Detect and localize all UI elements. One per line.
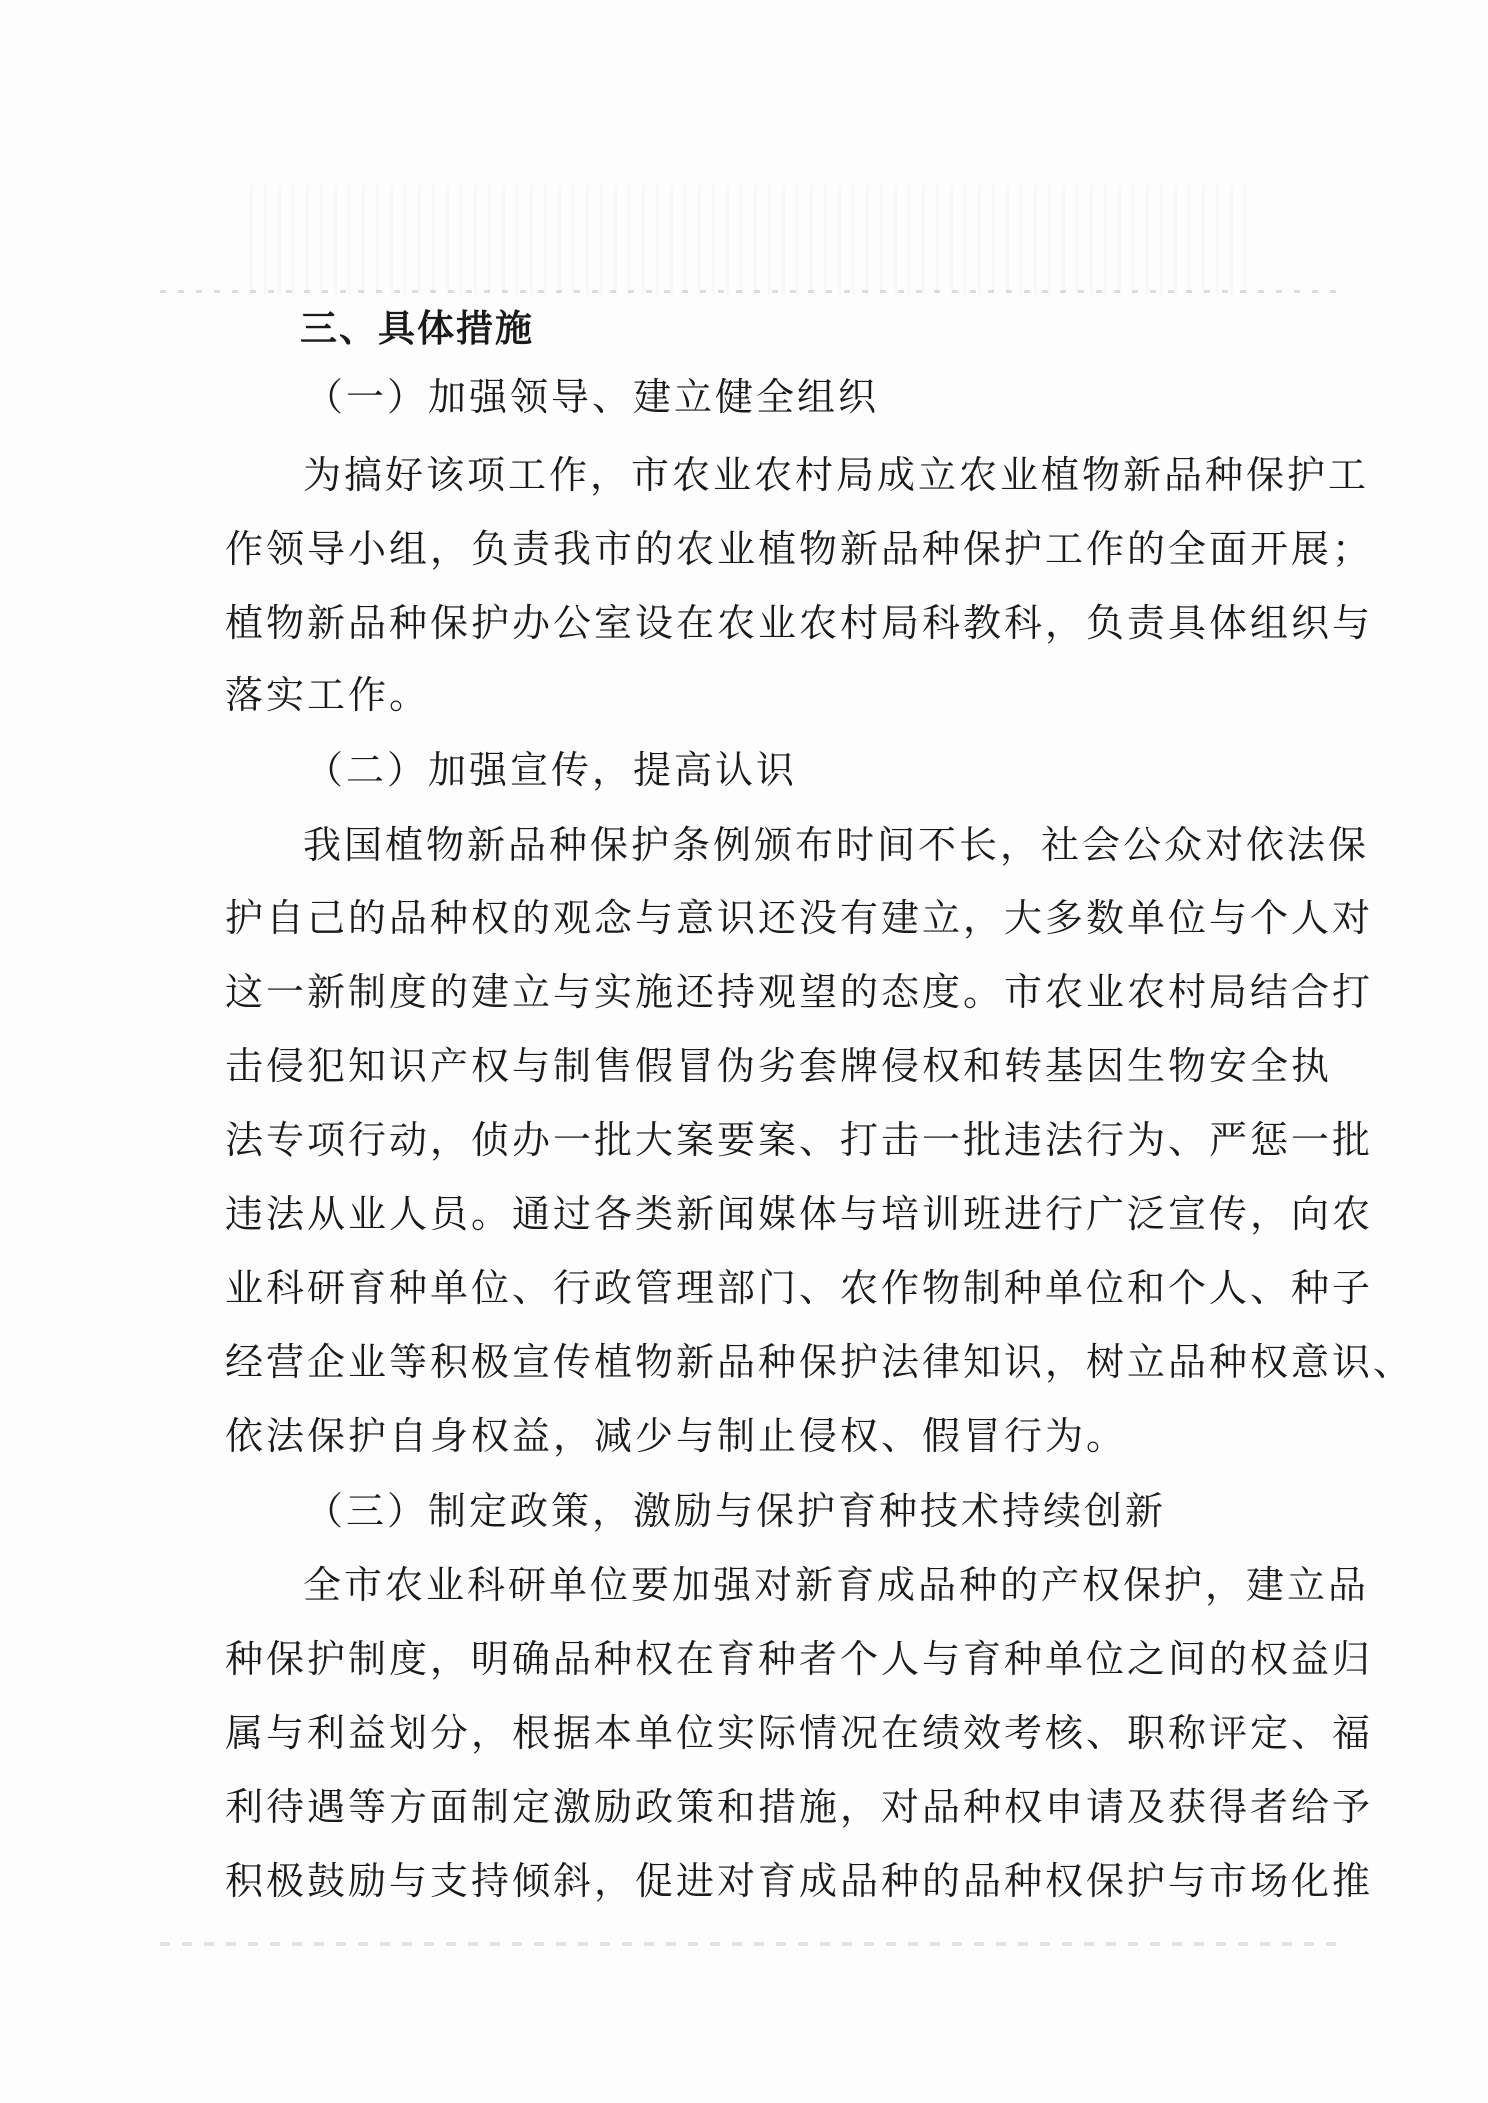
paragraph-line: 击侵犯知识产权与制售假冒伪劣套牌侵权和转基因生物安全执 [225, 1044, 1333, 1088]
paragraph-line: 利待遇等方面制定激励政策和措施，对品种权申请及获得者给予 [225, 1785, 1374, 1829]
paragraph-line: 这一新制度的建立与实施还持观望的态度。市农业农村局结合打 [225, 970, 1374, 1014]
paragraph-line: 违法从业人员。通过各类新闻媒体与培训班进行广泛宣传，向农 [225, 1192, 1374, 1236]
paragraph-line: 为搞好该项工作，市农业农村局成立农业植物新品种保护工 [303, 453, 1370, 497]
paragraph-line: 我国植物新品种保护条例颁布时间不长，社会公众对依法保 [303, 823, 1370, 867]
paragraph-line: 属与利益划分，根据本单位实际情况在绩效考核、职称评定、福 [225, 1711, 1374, 1755]
paragraph-line: 法专项行动，侦办一批大案要案、打击一批违法行为、严惩一批 [225, 1118, 1374, 1162]
scan-noise-line-top [160, 290, 1340, 293]
paragraph-line: 种保护制度，明确品种权在育种者个人与育种单位之间的权益归 [225, 1637, 1374, 1681]
subsection-title-2: （二）加强宣传，提高认识 [305, 748, 798, 792]
paragraph-line: 业科研育种单位、行政管理部门、农作物制种单位和个人、种子 [225, 1266, 1374, 1310]
paragraph-line: 全市农业科研单位要加强对新育成品种的产权保护，建立品 [303, 1563, 1370, 1607]
paragraph-line: 作领导小组，负责我市的农业植物新品种保护工作的全面开展； [225, 527, 1374, 571]
scan-noise-top [250, 185, 1250, 295]
paragraph-line: 护自己的品种权的观念与意识还没有建立，大多数单位与个人对 [225, 896, 1374, 940]
subsection-title-3: （三）制定政策，激励与保护育种技术持续创新 [305, 1489, 1167, 1533]
section-heading: 三、具体措施 [300, 307, 534, 350]
paragraph-line: 植物新品种保护办公室设在农业农村局科教科，负责具体组织与 [225, 601, 1374, 645]
paragraph-line: 积极鼓励与支持倾斜，促进对育成品种的品种权保护与市场化推 [225, 1859, 1374, 1903]
paragraph-line: 依法保护自身权益，减少与制止侵权、假冒行为。 [225, 1414, 1128, 1458]
paragraph-line: 落实工作。 [225, 673, 431, 717]
scan-noise-line-bottom [160, 1942, 1340, 1946]
subsection-title-1: （一）加强领导、建立健全组织 [305, 375, 880, 419]
paragraph-line: 经营企业等积极宣传植物新品种保护法律知识，树立品种权意识、 [225, 1340, 1415, 1384]
